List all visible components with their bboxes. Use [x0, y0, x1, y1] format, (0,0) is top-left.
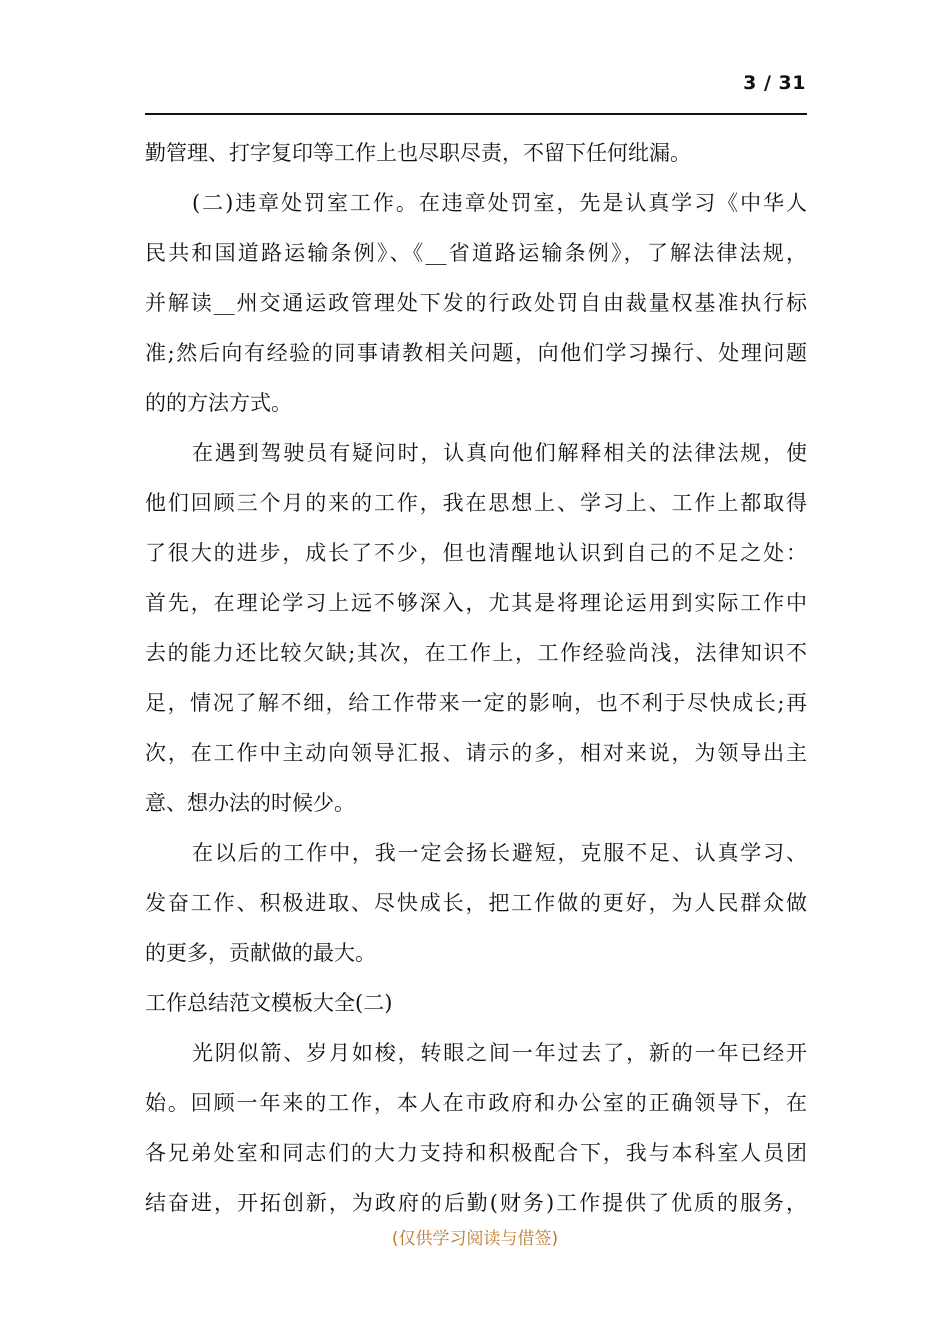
- page-number: 3 / 31: [743, 72, 806, 94]
- text-line: 的更多，贡献做的最大。: [145, 941, 376, 965]
- text-line: 他们回顾三个月的来的工作，我在思想上、学习上、工作上都取得: [145, 491, 807, 515]
- section-heading: 工作总结范文模板大全(二): [145, 991, 393, 1015]
- text-line: 次，在工作中主动向领导汇报、请示的多，相对来说，为领导出主: [145, 741, 807, 765]
- text-line: 发奋工作、积极进取、尽快成长，把工作做的更好，为人民群众做: [145, 891, 807, 915]
- text-line: 意、想办法的时候少。: [145, 791, 355, 815]
- text-line: 在遇到驾驶员有疑问时，认真向他们解释相关的法律法规，使: [192, 441, 807, 465]
- text-line: 首先，在理论学习上远不够深入，尤其是将理论运用到实际工作中: [145, 591, 807, 615]
- text-line: (二)违章处罚室工作。在违章处罚室，先是认真学习《中华人: [192, 191, 807, 215]
- text-line: 的的方法方式。: [145, 391, 292, 415]
- header-divider: [145, 113, 807, 115]
- text-line: 光阴似箭、岁月如梭，转眼之间一年过去了，新的一年已经开: [192, 1041, 807, 1065]
- text-line: 准;然后向有经验的同事请教相关问题，向他们学习操行、处理问题: [145, 341, 807, 365]
- document-body: [145, 128, 807, 1228]
- text-line: 在以后的工作中，我一定会扬长避短，克服不足、认真学习、: [192, 841, 807, 865]
- text-line: 民共和国道路运输条例》、《__省道路运输条例》，了解法律法规，: [145, 241, 807, 265]
- text-line: 各兄弟处室和同志们的大力支持和积极配合下，我与本科室人员团: [145, 1141, 807, 1165]
- footer-note: (仅供学习阅读与借签): [391, 1229, 559, 1249]
- text-line: 足，情况了解不细，给工作带来一定的影响，也不利于尽快成长;再: [145, 691, 807, 715]
- text-line: 去的能力还比较欠缺;其次，在工作上，工作经验尚浅，法律知识不: [145, 641, 807, 665]
- text-line: 了很大的进步，成长了不少，但也清醒地认识到自己的不足之处：: [145, 541, 807, 565]
- text-line: 并解读__州交通运政管理处下发的行政处罚自由裁量权基准执行标: [145, 291, 807, 315]
- text-line: 勤管理、打字复印等工作上也尽职尽责，不留下任何纰漏。: [145, 141, 691, 165]
- text-line: 结奋进，开拓创新，为政府的后勤(财务)工作提供了优质的服务，: [145, 1191, 807, 1215]
- text-line: 始。回顾一年来的工作，本人在市政府和办公室的正确领导下，在: [145, 1091, 807, 1115]
